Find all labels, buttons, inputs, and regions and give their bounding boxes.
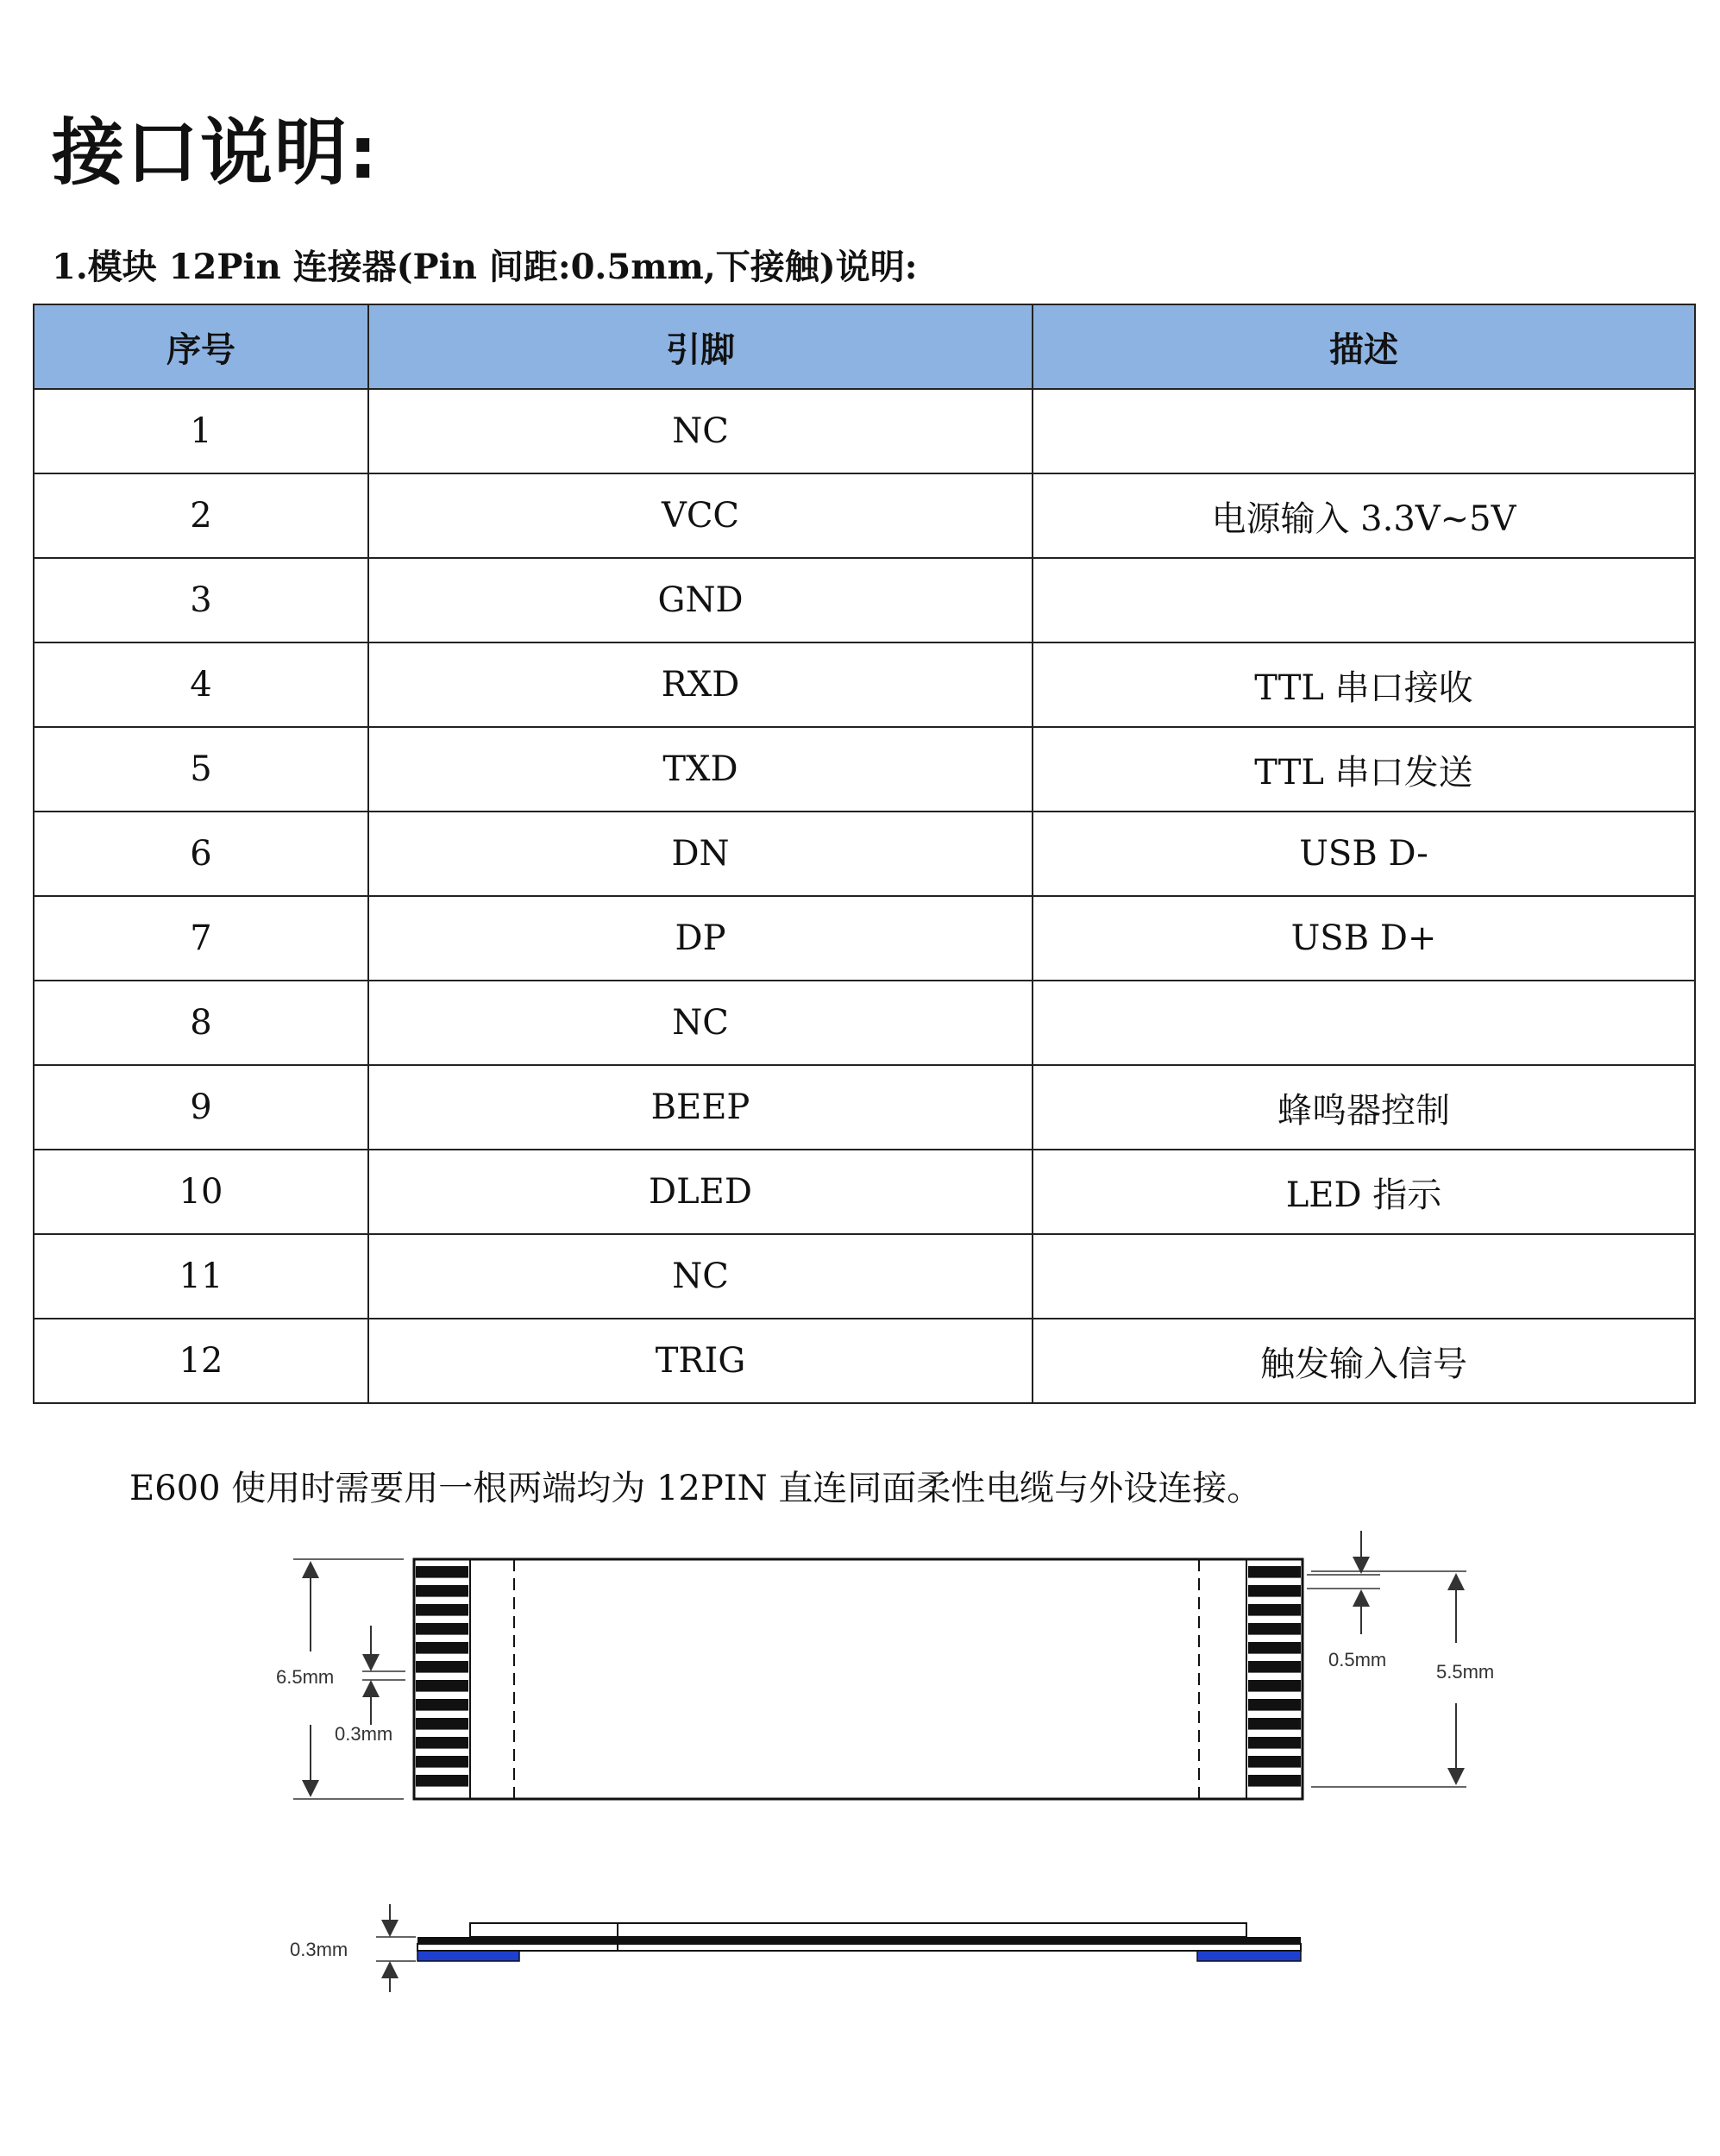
cell-pin: DLED (368, 1150, 1033, 1234)
cell-pin: RXD (368, 642, 1033, 727)
header-no: 序号 (34, 304, 368, 389)
cell-no: 8 (34, 981, 368, 1065)
contact-strip (1248, 1699, 1301, 1711)
cell-pin: TRIG (368, 1319, 1033, 1403)
cell-no: 11 (34, 1234, 368, 1319)
contact-strip (1248, 1756, 1301, 1768)
contact-strip (416, 1775, 468, 1787)
usage-note: E600 使用时需要用一根两端均为 12PIN 直连同面柔性电缆与外设连接。 (129, 1469, 1262, 1508)
contact-strip (1248, 1737, 1301, 1749)
side-view-conductor (417, 1937, 1301, 1944)
contact-strip (1248, 1585, 1301, 1597)
contact-strip (1248, 1775, 1301, 1787)
cell-no: 2 (34, 473, 368, 558)
contact-strip (416, 1756, 468, 1768)
contact-strip (1248, 1680, 1301, 1692)
cell-pin: DN (368, 812, 1033, 896)
cell-pin: NC (368, 389, 1033, 473)
contact-strip (416, 1737, 468, 1749)
contact-strip (1248, 1604, 1301, 1616)
cell-no: 3 (34, 558, 368, 642)
right-contacts (1248, 1566, 1301, 1787)
cell-desc: 电源输入 3.3V~5V (1033, 473, 1695, 558)
cell-no: 4 (34, 642, 368, 727)
contact-strip (416, 1566, 468, 1578)
side-view-stiffener-top (470, 1923, 1246, 1937)
contact-strip (416, 1585, 468, 1597)
contact-strip (416, 1680, 468, 1692)
contact-strip (1248, 1623, 1301, 1635)
cell-desc: TTL 串口发送 (1033, 727, 1695, 812)
dim-label-total-width: 6.5mm (276, 1666, 335, 1688)
side-view-base (417, 1944, 1301, 1951)
contact-strip (1248, 1642, 1301, 1654)
contact-strip (416, 1699, 468, 1711)
cell-desc: LED 指示 (1033, 1150, 1695, 1234)
contact-strip (1248, 1566, 1301, 1578)
cell-no: 1 (34, 389, 368, 473)
left-contacts (416, 1566, 468, 1787)
contact-strip (416, 1718, 468, 1730)
cell-pin: NC (368, 981, 1033, 1065)
cell-pin: NC (368, 1234, 1033, 1319)
cell-no: 7 (34, 896, 368, 981)
side-view-left-stiffener (417, 1951, 519, 1961)
dim-label-contact-span: 5.5mm (1436, 1661, 1495, 1683)
dim-label-thickness: 0.3mm (290, 1939, 348, 1960)
cell-no: 5 (34, 727, 368, 812)
section-heading: 1.模块 12Pin 连接器(Pin 间距:0.5mm,下接触)说明: (52, 247, 918, 287)
cell-no: 10 (34, 1150, 368, 1234)
cell-no: 9 (34, 1065, 368, 1150)
contact-strip (1248, 1661, 1301, 1673)
dim-label-pitch: 0.5mm (1328, 1649, 1387, 1670)
header-desc: 描述 (1033, 304, 1695, 389)
page-title: 接口说明: (52, 110, 380, 195)
contact-strip (416, 1642, 468, 1654)
cell-desc: 触发输入信号 (1033, 1319, 1695, 1403)
cell-pin: VCC (368, 473, 1033, 558)
cell-desc: USB D+ (1033, 896, 1695, 981)
contact-strip (416, 1661, 468, 1673)
cell-no: 6 (34, 812, 368, 896)
cable-body-top-view (414, 1559, 1303, 1799)
side-view-right-stiffener (1197, 1951, 1301, 1961)
cell-pin: BEEP (368, 1065, 1033, 1150)
contact-strip (416, 1623, 468, 1635)
header-pin: 引脚 (368, 304, 1033, 389)
cell-pin: GND (368, 558, 1033, 642)
cell-pin: DP (368, 896, 1033, 981)
cell-pin: TXD (368, 727, 1033, 812)
cell-no: 12 (34, 1319, 368, 1403)
contact-strip (416, 1604, 468, 1616)
cell-desc: TTL 串口接收 (1033, 642, 1695, 727)
contact-strip (1248, 1718, 1301, 1730)
dim-label-gap: 0.3mm (335, 1723, 393, 1745)
cell-desc: 蜂鸣器控制 (1033, 1065, 1695, 1150)
cell-desc: USB D- (1033, 812, 1695, 896)
